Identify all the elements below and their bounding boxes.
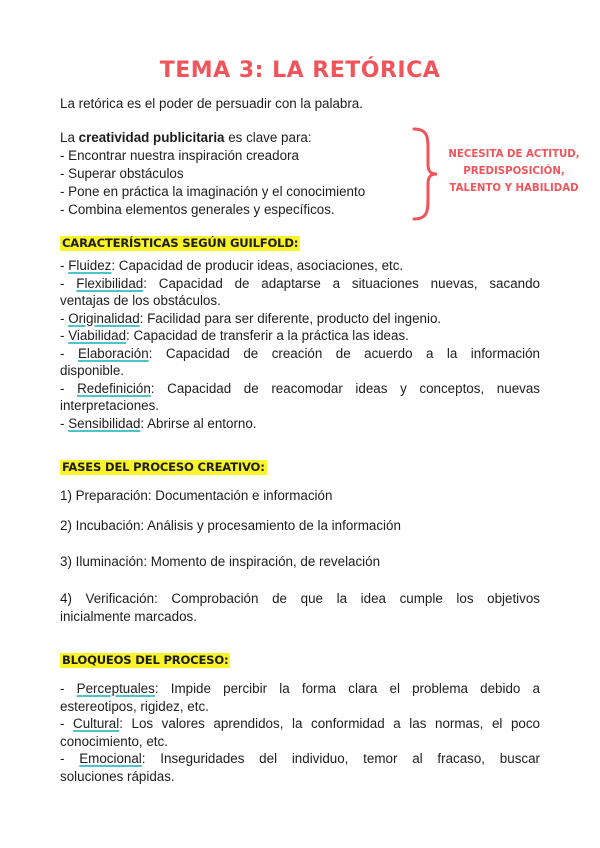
- section-heading-blocks: BLOQUEOS DEL PROCESO:: [62, 653, 229, 667]
- creativity-lead: La creatividad publicitaria es clave para:: [60, 130, 312, 145]
- phase-item: 3) Iluminación: Momento de inspiración, de revelación: [60, 554, 381, 569]
- list-item: - Emocional: Inseguridades del individuo, temor al fracaso, buscar: [60, 751, 540, 766]
- list-item: - Redefinición: Capacidad de reacomodar ideas y conceptos, nuevas: [60, 380, 540, 396]
- list-item: - Originalidad: Facilidad para ser diferente, producto del ingenio.: [60, 310, 442, 326]
- creativity-item: - Superar obstáculos: [60, 166, 184, 181]
- phase-item: 1) Preparación: Documentación e información: [60, 488, 333, 503]
- phase-item: 2) Incubación: Análisis y procesamiento de la información: [60, 518, 401, 533]
- curly-brace-icon: [400, 126, 440, 222]
- list-item: - Flexibilidad: Capacidad de adaptarse a situaciones nuevas, sacando: [60, 275, 540, 291]
- list-item: - Sensibilidad: Abrirse al entorno.: [60, 415, 257, 431]
- list-item: - Perceptuales: Impide percibir la forma clara el problema debido a: [60, 681, 540, 696]
- phase-item: 4) Verificación: Comprobación de que la idea cumple los objetivos inicialmente marcados.: [60, 591, 540, 624]
- list-item: - Viabilidad: Capacidad de transferir a la práctica las ideas.: [60, 328, 409, 343]
- side-note: NECESITA DE ACTITUD, PREDISPOSICIÓN, TALENTO Y HABILIDAD: [448, 149, 580, 194]
- guilford-list: - Fluidez: Capacidad de producir ideas, asociaciones, etc. - Flexibilidad: Capacidad de adaptarse a situaciones nuevas, sacando ventajas de los obstáculos. - Originalidad: Facilidad para ser diferente, producto del ingenio. - Viabilidad: Capacidad de transferir a la práctica las ideas. - Elaboración: Capacidad de creación de acuerdo a la información disponible. - Redefinición: Capacidad de reacomodar ideas y conceptos, nuevas interpretaciones. - Sensibilidad: Abrirse al entorno.: [60, 258, 541, 431]
- section-heading-phases: FASES DEL PROCESO CREATIVO:: [62, 460, 265, 474]
- list-item: - Fluidez: Capacidad de producir ideas, asociaciones, etc.: [60, 258, 404, 273]
- intro-text: La retórica es el poder de persuadir con la palabra.: [60, 96, 363, 111]
- creativity-item: - Combina elementos generales y específicos.: [60, 202, 335, 217]
- creativity-term: creatividad publicitaria: [78, 130, 225, 145]
- blocks-list: - Perceptuales: Impide percibir la forma clara el problema debido a estereotipos, rigidez, etc. - Cultural: Los valores aprendidos, la conformidad a las normas, el poco conocimiento, etc. - Emocional: Inseguridades del individuo, temor al fracaso, buscar soluciones rápidas.: [60, 681, 540, 784]
- creativity-item: - Encontrar nuestra inspiración creadora: [60, 148, 299, 163]
- list-item: - Cultural: Los valores aprendidos, la conformidad a las normas, el poco: [60, 716, 540, 731]
- page-title: TEMA 3: LA RETÓRICA: [159, 58, 441, 83]
- creativity-item: - Pone en práctica la imaginación y el conocimiento: [60, 184, 366, 199]
- section-heading-guilford: CARACTERÍSTICAS SEGÚN GUILFOLD:: [62, 236, 299, 250]
- list-item: - Elaboración: Capacidad de creación de acuerdo a la información: [60, 345, 541, 361]
